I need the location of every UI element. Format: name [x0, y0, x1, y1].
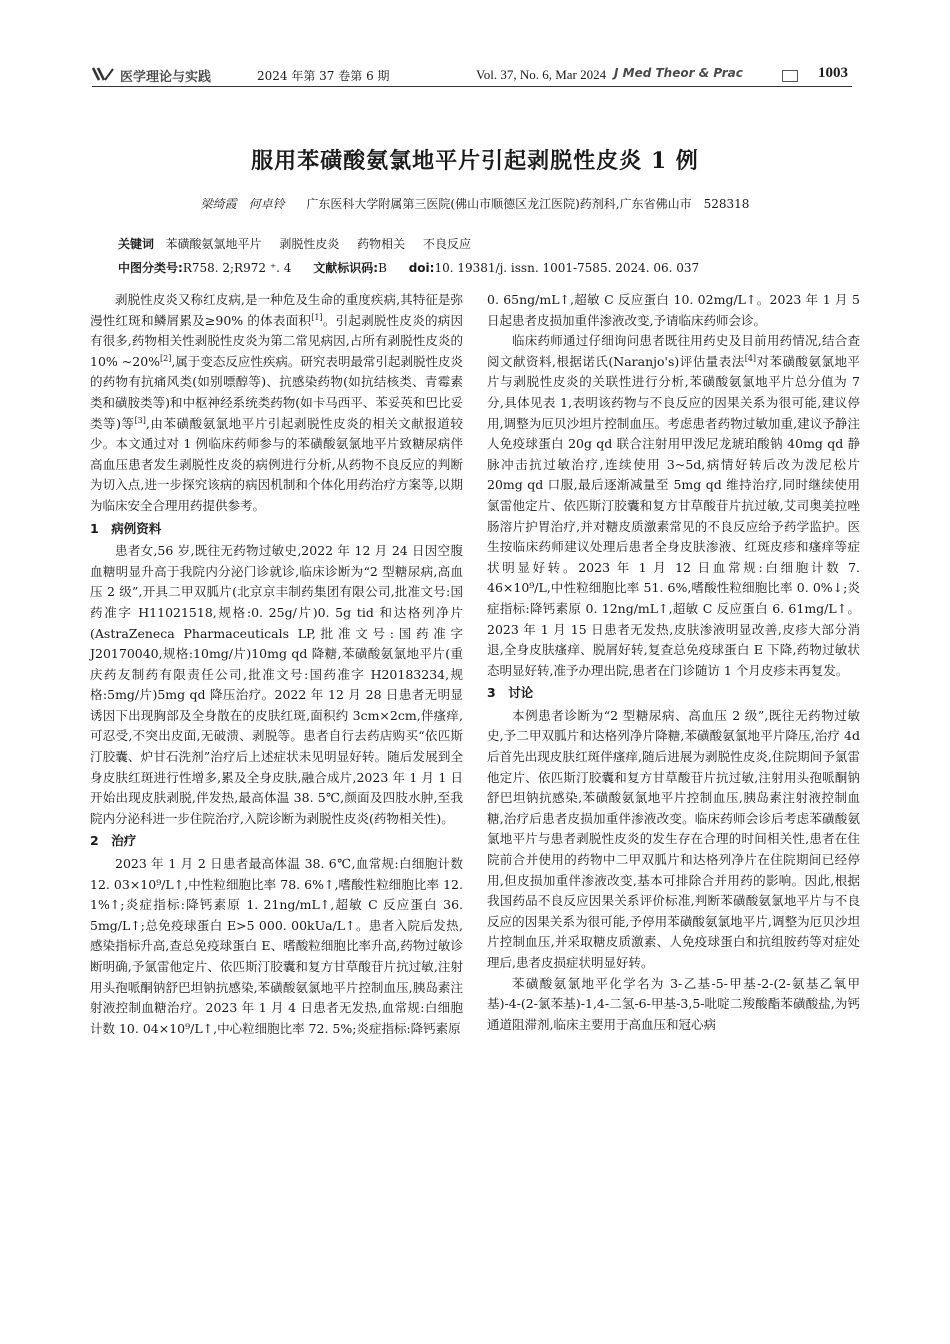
page-number: 1003: [818, 65, 848, 81]
journal-abbr: J Med Theor & Prac: [614, 66, 743, 80]
discussion-paragraph: 本例患者诊断为“2 型糖尿病、高血压 2 级”,既往无药物过敏史,予二甲双胍片和达格列净片降糖,苯磺酸氨氯地平片降压,治疗 4d 后首先出现皮肤红斑伴瘙痒,随后进展为剥脱性皮炎,住院期间予氯雷他定片、依匹斯汀胶囊和复方甘草酸苷片抗过敏,注射用头孢哌酮钠舒巴坦钠抗感染,苯磺酸氨氯地平片控制血压,胰岛素注射液控制血糖,治疗后患者皮损加重伴渗液改变。临床药师会诊后考虑苯磺酸氨氯地平片与患者剥脱性皮炎的发生存在合理的时间相关性,患者在住院前合并使用的药物中二甲双胍片和达格列净片在住院期间已经停用,但皮损加重伴渗液改变,基本可排除合并用药的影响。因此,根据我国药品不良反应因果关系评价标准,判断苯磺酸氨氯地平片与不良反应的因果关系为很可能,予停用苯磺酸氨氯地平片,调整为厄贝沙坦片控制血压,并采取糖皮质激素、人免疫球蛋白和抗组胺药等对症处理后,患者皮损症状明显好转。: [487, 707, 860, 970]
section-heading-discussion: 3 讨论: [487, 685, 534, 701]
clc-label: 中图分类号:: [118, 261, 183, 275]
section-heading-treatment: 2 治疗: [90, 833, 137, 849]
keyword: 不良反应: [423, 237, 472, 251]
doi-label: doi:: [408, 261, 435, 275]
discussion-paragraph: 苯磺酸氨氯地平化学名为 3-乙基-5-甲基-2-(2-氨基乙氧甲基)-4-(2-氯苯基)-1,4-二氢-6-甲基-3,5-吡啶二羧酸酯苯磺酸盐,为钙通道阻滞剂,临床主要用于高血压和冠心病: [487, 975, 860, 1032]
pharmacist-paragraph: 临床药师通过仔细询问患者既往用药史及目前用药情况,结合查阅文献资料,根据诺氏(Naranjo's)评估量表法[4]对苯磺酸氨氯地平片与剥脱性皮炎的关联性进行分析,苯磺酸氨氯地平片总分值为 7 分,具体见表 1,表明该药物与不良反应的因果关系为很可能,建议停用,调整为厄贝沙坦片控制血压。考虑患者药物过敏加重,建议予静注人免疫球蛋白 20g qd 联合注射用甲泼尼龙琥珀酸钠 40mg qd 静脉冲击抗过敏治疗,连续使用 3~5d,病情好转后改为泼尼松片 20mg qd 口服,最后逐渐减量至 5mg qd 维持治疗,同时继续使用氯雷他定片、依匹斯汀胶囊和复方甘草酸苷片抗过敏,艾司奥美拉唑肠溶片护胃治疗,并对糖皮质激素常见的不良反应给予药学监护。医生按临床药师建议处理后患者全身皮肤渗液、红斑皮疹和瘙痒等症状明显好转。2023 年 1 月 12 日血常规:白细胞计数 7. 46×10⁹/L,中性粒细胞比率 51. 6%,嗜酸性粒细胞比率 0. 0%↓;炎症指标:降钙素原 0. 12ng/mL↑,超敏 C 反应蛋白 6. 61mg/L↑。2023 年 1 月 15 日患者无发热,皮肤渗液明显改善,皮疹大部分消退,全身皮肤瘙痒、脱屑好转,复查总免疫球蛋白 E 下降,药物过敏状态明显好转,准予办理出院,患者在门诊随访 1 个月皮疹未再复发。: [487, 333, 860, 678]
affiliation: 广东医科大学附属第三医院(佛山市顺德区龙江医院)药剂科,广东省佛山市 528318: [306, 197, 750, 211]
citation: [3]: [134, 415, 146, 425]
issue-cn: 2024 年第 37 卷第 6 期: [257, 69, 390, 83]
section-heading-case: 1 病例资料: [90, 520, 162, 536]
header-rule: [92, 86, 852, 87]
classification-line: [118, 259, 699, 276]
left-column: [90, 290, 463, 1039]
article-title: 服用苯磺酸氨氯地平片引起剥脱性皮炎 1 例: [251, 148, 699, 174]
issue-en: Vol. 37, No. 6, Mar 2024: [476, 67, 607, 82]
journal-logo-icon: [92, 67, 114, 81]
header-box-icon: [782, 70, 798, 82]
treatment-paragraph: 2023 年 1 月 2 日患者最高体温 38. 6℃,血常规:白细胞计数 12. 03×10⁹/L↑,中性粒细胞比率 78. 6%↑,嗜酸性粒细胞比率 12. 1%↑;炎症指标:降钙素原 1. 21ng/mL↑,超敏 C 反应蛋白 36. 5mg/L↑;总免疫球蛋白 E>5 000. 00kUa/L↑。患者入院后发热,感染指标升高,查总免疫球蛋白 E、嗜酸粒细胞比率升高,药物过敏诊断明确,予氯雷他定片、依匹斯汀胶囊和复方甘草酸苷片抗过敏,注射用头孢哌酮钠舒巴坦钠抗感染,苯磺酸氨氯地平片控制血压,胰岛素注射液控制血糖治疗。2023 年 1 月 4 日患者无发热,血常规:白细胞计数 10. 04×10⁹/L↑,中心粒细胞比率 72. 5%;炎症指标:降钙素原: [90, 856, 463, 1036]
authors: 梁绮霞 何卓铃: [200, 197, 285, 211]
doi-value: 10. 19381/j. issn. 1001-7585. 2024. 06. 037: [434, 261, 700, 275]
keywords-line: [118, 235, 485, 252]
keywords-label: 关键词: [118, 237, 155, 251]
case-paragraph: 患者女,56 岁,既往无药物过敏史,2022 年 12 月 24 日因空腹血糖明显升高于我院内分泌门诊就诊,临床诊断为“2 型糖尿病,高血压 2 级”,开具二甲双胍片(北京京丰制药集团有限公司,批准文号:国药准字 H11021518,规格:0. 25g/片)0. 5g tid 和达格列净片(AstraZeneca Pharmaceuticals LP,批准文号:国药准字 J20170040,规格:10mg/片)10mg qd 降糖,苯磺酸氨氯地平片(重庆药友制药有限责任公司,批准文号:国药准字 H20183234,规格:5mg/片)5mg qd 降压治疗。2022 年 12 月 28 日患者无明显诱因下出现胸部及全身散在的皮肤红斑,面积约 3cm×2cm,伴瘙痒,可忍受,不突出皮面,无破溃、剥脱等。患者自行去药店购买“依匹斯汀胶囊、炉甘石洗剂”治疗后上述症状未见明显好转。随后发展到全身皮肤红斑进行性增多,累及全身皮肤,融合成片,2023 年 1 月 1 日开始出现皮肤剥脱,伴发热,最高体温 38. 5℃,颜面及四肢水肿,至我院内分泌科进一步住院治疗,入院诊断为剥脱性皮炎(药物相关性)。: [90, 543, 463, 826]
citation: [1]: [311, 312, 323, 322]
citation: [4]: [744, 353, 757, 363]
doc-code-label: 文献标识码:: [313, 261, 379, 275]
author-line: [0, 195, 950, 212]
doc-code-value: B: [378, 261, 387, 275]
right-column: [487, 290, 860, 1035]
keyword: 药物相关: [357, 237, 406, 251]
journal-name: 医学理论与实践: [120, 70, 212, 85]
keyword: 苯磺酸氨氯地平片: [165, 237, 262, 251]
running-header: [92, 64, 852, 86]
treatment-paragraph-cont: 0. 65ng/mL↑,超敏 C 反应蛋白 10. 02mg/L↑。2023 年 1 月 5 日起患者皮损加重伴渗液改变,予请临床药师会诊。: [487, 292, 860, 328]
citation: [2]: [160, 353, 172, 363]
intro-paragraph: 剥脱性皮炎又称红皮病,是一种危及生命的重度疾病,其特征是弥漫性红斑和鳞屑累及≥90% 的体表面积[1]。引起剥脱性皮炎的病因有很多,药物相关性剥脱性皮炎为第二常见病因,占所有剥脱性皮炎的 10% ~20%[2],属于变态反应性疾病。研究表明最常引起剥脱性皮炎的药物有抗痛风类(如别嘌醇等)、抗感染药物(如抗结核类、青霉素类和磺胺类等)和中枢神经系统类药物(如卡马西平、苯妥英和巴比妥类等)等[3],由苯磺酸氨氯地平片引起剥脱性皮炎的相关文献报道较少。本文通过对 1 例临床药师参与的苯磺酸氨氯地平片致糖尿病伴高血压患者发生剥脱性皮炎的病例进行分析,从药物不良反应的判断为切入点,进一步探究该病的病因机制和个体化用药治疗方案等,以期为临床安全合理用药提供参考。: [90, 292, 463, 513]
keyword: 剥脱性皮炎: [279, 237, 340, 251]
clc-value: R758. 2;R972 ⁺. 4: [182, 261, 292, 275]
